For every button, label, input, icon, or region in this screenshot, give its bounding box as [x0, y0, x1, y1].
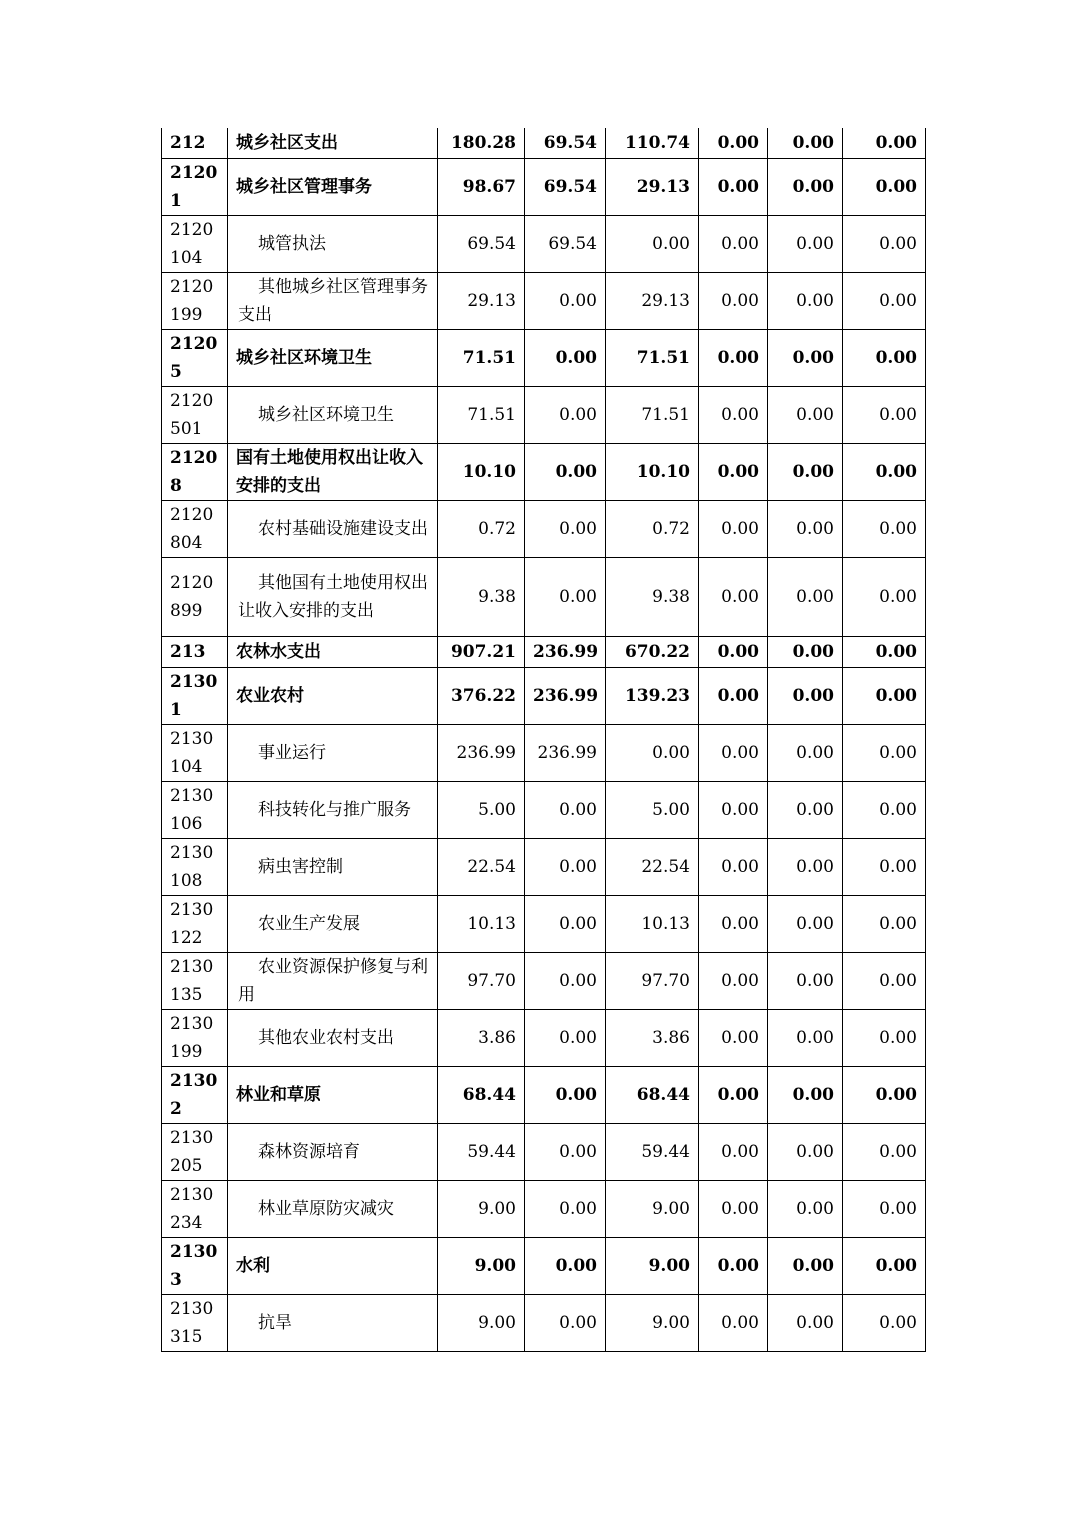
row-value: 670.22	[606, 637, 699, 668]
row-value: 0.00	[768, 387, 843, 444]
row-value: 0.00	[525, 330, 606, 387]
row-code: 2130122	[162, 896, 228, 953]
row-code: 2130108	[162, 839, 228, 896]
table-row	[162, 839, 926, 896]
row-name: 农业生产发展	[258, 914, 360, 934]
row-value: 29.13	[438, 273, 525, 330]
row-code: 2130205	[162, 1124, 228, 1181]
row-value: 10.10	[606, 444, 699, 501]
row-name: 其他农业农村支出	[258, 1028, 394, 1048]
row-value: 0.00	[768, 782, 843, 839]
row-value: 0.00	[843, 330, 926, 387]
row-value: 9.00	[606, 1238, 699, 1295]
row-value: 69.54	[525, 159, 606, 216]
row-value: 236.99	[438, 725, 525, 782]
row-value: 0.00	[768, 128, 843, 159]
row-value: 0.00	[525, 896, 606, 953]
row-value: 0.00	[525, 1067, 606, 1124]
row-value: 0.00	[699, 839, 768, 896]
row-value: 0.72	[438, 501, 525, 558]
row-code: 2130234	[162, 1181, 228, 1238]
row-name: 城乡社区支出	[228, 128, 438, 159]
row-name-cell	[228, 1181, 438, 1238]
row-value: 0.00	[699, 216, 768, 273]
row-value: 0.00	[699, 1295, 768, 1352]
row-value: 0.00	[843, 637, 926, 668]
row-value: 9.00	[438, 1295, 525, 1352]
row-value: 0.00	[525, 1238, 606, 1295]
row-value: 9.00	[438, 1181, 525, 1238]
table-row	[162, 558, 926, 637]
row-value: 0.00	[525, 1010, 606, 1067]
table-row	[162, 896, 926, 953]
row-name: 科技转化与推广服务	[258, 800, 411, 820]
row-value: 22.54	[438, 839, 525, 896]
row-value: 0.00	[699, 896, 768, 953]
row-value: 29.13	[606, 273, 699, 330]
row-value: 3.86	[438, 1010, 525, 1067]
row-value: 68.44	[606, 1067, 699, 1124]
row-code: 2130135	[162, 953, 228, 1010]
row-value: 97.70	[606, 953, 699, 1010]
row-value: 97.70	[438, 953, 525, 1010]
row-value: 0.00	[768, 1124, 843, 1181]
row-name: 城乡社区管理事务	[228, 159, 438, 216]
row-value: 0.00	[699, 1181, 768, 1238]
table-row	[162, 1010, 926, 1067]
row-value: 0.00	[768, 501, 843, 558]
row-name: 农林水支出	[228, 637, 438, 668]
row-value: 236.99	[525, 668, 606, 725]
row-code: 21301	[162, 668, 228, 725]
row-value: 0.00	[768, 273, 843, 330]
row-value: 0.00	[843, 896, 926, 953]
table-row	[162, 1181, 926, 1238]
row-name-cell	[228, 896, 438, 953]
row-value: 0.00	[699, 1010, 768, 1067]
row-value: 71.51	[438, 330, 525, 387]
table-row	[162, 387, 926, 444]
table-row	[162, 668, 926, 725]
row-value: 9.38	[438, 558, 525, 637]
row-value: 236.99	[525, 725, 606, 782]
row-name: 城乡社区环境卫生	[258, 405, 394, 425]
row-name: 林业草原防灾减灾	[258, 1199, 394, 1219]
row-value: 69.54	[525, 216, 606, 273]
table-row	[162, 444, 926, 501]
row-name-cell	[228, 953, 438, 1010]
row-code: 21303	[162, 1238, 228, 1295]
row-value: 0.00	[699, 1238, 768, 1295]
row-value: 59.44	[438, 1124, 525, 1181]
row-name: 农村基础设施建设支出	[258, 519, 428, 539]
table-row	[162, 128, 926, 159]
row-value: 0.00	[768, 330, 843, 387]
row-value: 0.00	[843, 953, 926, 1010]
row-code: 2120804	[162, 501, 228, 558]
row-value: 10.10	[438, 444, 525, 501]
row-value: 9.38	[606, 558, 699, 637]
row-name: 城乡社区环境卫生	[228, 330, 438, 387]
row-value: 0.00	[843, 1238, 926, 1295]
row-name-cell	[228, 216, 438, 273]
row-value: 0.00	[699, 725, 768, 782]
row-value: 0.00	[768, 896, 843, 953]
row-name: 抗旱	[258, 1313, 292, 1333]
row-value: 180.28	[438, 128, 525, 159]
row-value: 0.00	[843, 444, 926, 501]
row-name-cell	[228, 501, 438, 558]
row-code: 21201	[162, 159, 228, 216]
row-value: 10.13	[606, 896, 699, 953]
row-value: 0.00	[768, 159, 843, 216]
row-value: 236.99	[525, 637, 606, 668]
row-value: 9.00	[606, 1181, 699, 1238]
row-value: 0.00	[525, 953, 606, 1010]
row-value: 0.00	[768, 839, 843, 896]
row-value: 907.21	[438, 637, 525, 668]
row-value: 0.00	[699, 782, 768, 839]
row-value: 71.51	[438, 387, 525, 444]
row-code: 2130106	[162, 782, 228, 839]
row-code: 2120199	[162, 273, 228, 330]
row-name: 病虫害控制	[258, 857, 343, 877]
row-value: 0.00	[699, 501, 768, 558]
row-value: 9.00	[606, 1295, 699, 1352]
row-value: 0.00	[525, 501, 606, 558]
row-value: 0.00	[768, 725, 843, 782]
row-value: 0.00	[843, 273, 926, 330]
row-code: 2130104	[162, 725, 228, 782]
row-value: 0.72	[606, 501, 699, 558]
row-name: 其他国有土地使用权出让收入安排的支出	[238, 573, 428, 621]
row-value: 68.44	[438, 1067, 525, 1124]
row-value: 71.51	[606, 330, 699, 387]
table-row	[162, 1238, 926, 1295]
row-name-cell	[228, 782, 438, 839]
row-value: 0.00	[768, 444, 843, 501]
row-value: 0.00	[699, 273, 768, 330]
row-value: 69.54	[438, 216, 525, 273]
row-name-cell	[228, 725, 438, 782]
row-value: 0.00	[768, 637, 843, 668]
row-value: 0.00	[699, 1067, 768, 1124]
row-code: 2120104	[162, 216, 228, 273]
row-value: 0.00	[525, 1124, 606, 1181]
row-value: 98.67	[438, 159, 525, 216]
row-code: 2130199	[162, 1010, 228, 1067]
row-value: 0.00	[768, 953, 843, 1010]
row-value: 0.00	[606, 216, 699, 273]
row-value: 0.00	[699, 128, 768, 159]
row-value: 0.00	[843, 782, 926, 839]
row-value: 59.44	[606, 1124, 699, 1181]
row-value: 0.00	[843, 1124, 926, 1181]
table-row	[162, 637, 926, 668]
row-value: 0.00	[843, 216, 926, 273]
row-name: 森林资源培育	[258, 1142, 360, 1162]
row-value: 0.00	[525, 444, 606, 501]
row-name: 事业运行	[258, 743, 326, 763]
row-value: 0.00	[843, 159, 926, 216]
table-row	[162, 501, 926, 558]
row-name: 国有土地使用权出让收入安排的支出	[228, 444, 438, 501]
row-value: 0.00	[843, 1181, 926, 1238]
row-name-cell	[228, 839, 438, 896]
row-code: 212	[162, 128, 228, 159]
row-value: 0.00	[525, 558, 606, 637]
row-value: 5.00	[438, 782, 525, 839]
row-code: 21208	[162, 444, 228, 501]
row-value: 29.13	[606, 159, 699, 216]
row-name: 林业和草原	[228, 1067, 438, 1124]
table-row	[162, 1124, 926, 1181]
row-value: 22.54	[606, 839, 699, 896]
row-value: 0.00	[768, 1067, 843, 1124]
row-value: 0.00	[843, 725, 926, 782]
row-name-cell	[228, 1124, 438, 1181]
row-value: 0.00	[843, 839, 926, 896]
table-row	[162, 273, 926, 330]
row-code: 213	[162, 637, 228, 668]
row-name-cell	[228, 273, 438, 330]
row-value: 10.13	[438, 896, 525, 953]
row-value: 0.00	[699, 1124, 768, 1181]
row-name-cell	[228, 1010, 438, 1067]
row-value: 0.00	[699, 668, 768, 725]
row-name: 其他城乡社区管理事务支出	[238, 277, 428, 325]
row-value: 0.00	[843, 1067, 926, 1124]
row-value: 0.00	[768, 1295, 843, 1352]
row-value: 0.00	[768, 216, 843, 273]
row-value: 376.22	[438, 668, 525, 725]
row-value: 69.54	[525, 128, 606, 159]
row-value: 0.00	[843, 128, 926, 159]
row-code: 21302	[162, 1067, 228, 1124]
budget-table	[161, 128, 926, 1352]
table-row	[162, 216, 926, 273]
row-value: 5.00	[606, 782, 699, 839]
row-value: 139.23	[606, 668, 699, 725]
row-value: 71.51	[606, 387, 699, 444]
row-value: 0.00	[525, 1181, 606, 1238]
row-name-cell	[228, 558, 438, 637]
row-value: 0.00	[843, 558, 926, 637]
row-code: 2120899	[162, 558, 228, 637]
row-value: 0.00	[699, 444, 768, 501]
table-row	[162, 1067, 926, 1124]
row-value: 0.00	[699, 387, 768, 444]
row-name: 农业农村	[228, 668, 438, 725]
table-row	[162, 330, 926, 387]
row-name: 水利	[228, 1238, 438, 1295]
row-value: 0.00	[768, 1238, 843, 1295]
row-value: 0.00	[525, 782, 606, 839]
table-row	[162, 159, 926, 216]
row-value: 0.00	[525, 273, 606, 330]
row-value: 0.00	[699, 558, 768, 637]
row-value: 9.00	[438, 1238, 525, 1295]
row-value: 0.00	[699, 953, 768, 1010]
table-row	[162, 725, 926, 782]
table-row	[162, 782, 926, 839]
row-value: 0.00	[843, 1295, 926, 1352]
row-value: 0.00	[768, 1010, 843, 1067]
row-value: 0.00	[843, 668, 926, 725]
row-value: 0.00	[525, 387, 606, 444]
row-value: 0.00	[768, 558, 843, 637]
row-name: 农业资源保护修复与利用	[238, 957, 428, 1005]
table-row	[162, 953, 926, 1010]
row-value: 0.00	[525, 1295, 606, 1352]
row-value: 0.00	[768, 1181, 843, 1238]
row-code: 2120501	[162, 387, 228, 444]
row-value: 0.00	[699, 330, 768, 387]
row-value: 0.00	[768, 668, 843, 725]
row-value: 0.00	[843, 387, 926, 444]
row-value: 0.00	[525, 839, 606, 896]
row-code: 21205	[162, 330, 228, 387]
row-code: 2130315	[162, 1295, 228, 1352]
table-row	[162, 1295, 926, 1352]
row-value: 0.00	[843, 501, 926, 558]
row-name: 城管执法	[258, 234, 326, 254]
row-value: 0.00	[606, 725, 699, 782]
row-value: 3.86	[606, 1010, 699, 1067]
row-name-cell	[228, 387, 438, 444]
row-value: 0.00	[699, 637, 768, 668]
row-value: 110.74	[606, 128, 699, 159]
row-value: 0.00	[843, 1010, 926, 1067]
row-name-cell	[228, 1295, 438, 1352]
row-value: 0.00	[699, 159, 768, 216]
